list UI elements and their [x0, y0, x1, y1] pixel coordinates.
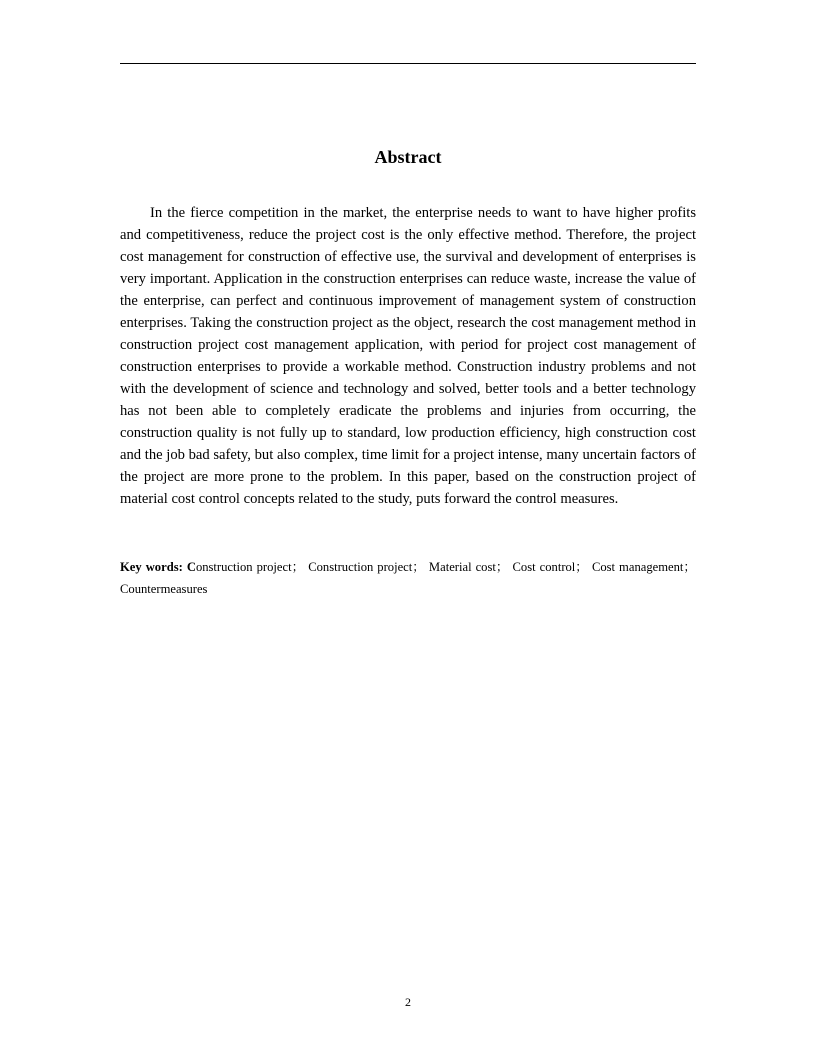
- keyword-item: Cost management；: [591, 560, 696, 574]
- keyword-item: Construction project；: [308, 560, 425, 574]
- keywords-label: Key words:: [120, 560, 183, 574]
- keyword-item: Cost control；: [512, 560, 588, 574]
- keyword-first-letter: C: [186, 560, 196, 574]
- page-number: 2: [405, 995, 411, 1009]
- page-title: Abstract: [374, 147, 442, 167]
- keywords-line: [120, 556, 696, 600]
- abstract-paragraph: In the fierce competition in the market, the enterprise needs to want to have higher profits and competitiveness, reduce the project cost is the only effective method. Therefore, the project cost management for construction of effective use, the survival and development of enterprises is very important. Application in the construction enterprises can reduce waste, increase the value of the enterprise, can perfect and continuous improvement of management system of construction enterprises. Taking the construction project as the object, research the cost management method in construction project cost management application, with period for project cost management of construction enterprises to provide a workable method. Construction industry problems and not with the development of science and technology and solved, better tools and a better technology has not been able to completely eradicate the problems and injuries from occurring, the construction quality is not fully up to standard, low production efficiency, high construction cost and the job bad safety, but also complex, time limit for a project intense, many uncertain factors of the project are more prone to the problem. In this paper, based on the construction project of material cost control concepts related to the study, puts forward the control measures.: [120, 205, 696, 507]
- keyword-item: Countermeasures: [120, 582, 208, 596]
- header-rule: [120, 63, 696, 64]
- keyword-item: Material cost；: [428, 560, 509, 574]
- keyword-first-rest: onstruction project；: [195, 560, 305, 574]
